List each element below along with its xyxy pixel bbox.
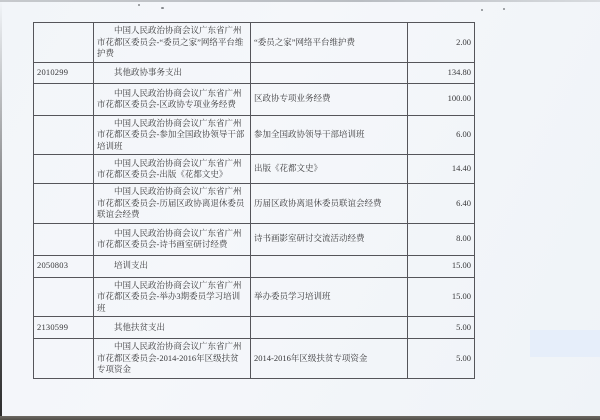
scan-speck xyxy=(481,9,483,11)
code-cell: 2010299 xyxy=(34,62,94,83)
item-cell: 出版《花都文史》 xyxy=(251,155,408,184)
table-row xyxy=(34,184,475,224)
scan-artifact-patch xyxy=(530,330,600,357)
amount-cell: 5.00 xyxy=(408,317,475,339)
item-cell xyxy=(251,255,408,277)
table-row xyxy=(34,339,475,379)
project-cell: 培训支出 xyxy=(94,255,251,277)
item-cell: 区政协专项业务经费 xyxy=(251,83,408,115)
code-cell: 2050803 xyxy=(34,255,94,277)
project-cell: 中国人民政治协商会议广东省广州市花都区委员会-诗书画室研讨经费 xyxy=(94,223,251,255)
amount-cell: 100.00 xyxy=(408,83,475,115)
project-cell: 中国人民政治协商会议广东省广州市花都区委员会-区政协专项业务经费 xyxy=(94,83,251,115)
amount-cell: 15.00 xyxy=(408,277,475,317)
item-cell: 诗书画影室研讨交流活动经费 xyxy=(251,223,408,255)
item-cell xyxy=(251,317,408,339)
code-cell xyxy=(34,23,94,63)
code-cell xyxy=(34,339,94,379)
project-cell: 中国人民政治协商会议广东省广州市花都区委员会-参加全国政协领导干部培训班 xyxy=(94,115,251,155)
code-cell xyxy=(34,155,94,184)
table-row xyxy=(34,83,475,115)
code-cell xyxy=(34,115,94,155)
project-cell: 中国人民政治协商会议广东省广州市花都区委员会-历届区政协离退休委员联谊会经费 xyxy=(94,184,251,224)
table-row xyxy=(34,62,475,83)
scan-edge-top xyxy=(0,0,600,2)
code-cell xyxy=(34,223,94,255)
project-cell: 中国人民政治协商会议广东省广州市花都区委员会-“委员之家”网络平台维护费 xyxy=(94,23,251,63)
table-row xyxy=(34,255,475,277)
item-cell: “委员之家”网络平台维护费 xyxy=(251,23,408,63)
project-cell: 其他扶贫支出 xyxy=(94,317,251,339)
code-cell xyxy=(34,277,94,317)
project-cell: 中国人民政治协商会议广东省广州市花都区委员会-出版《花都文史》 xyxy=(94,155,251,184)
table-row xyxy=(34,115,475,155)
code-cell xyxy=(34,83,94,115)
table-row xyxy=(34,277,475,317)
scan-edge-left xyxy=(0,0,2,420)
item-cell: 举办委员学习培训班 xyxy=(251,277,408,317)
budget-table xyxy=(33,22,475,379)
item-cell: 参加全国政协领导干部培训班 xyxy=(251,115,408,155)
amount-cell: 134.80 xyxy=(408,62,475,83)
scan-speck xyxy=(503,8,505,10)
scan-speck xyxy=(138,4,140,6)
scan-speck xyxy=(161,7,164,9)
amount-cell: 5.00 xyxy=(408,339,475,379)
table-row xyxy=(34,317,475,339)
amount-cell: 8.00 xyxy=(408,223,475,255)
item-cell xyxy=(251,62,408,83)
amount-cell: 15.00 xyxy=(408,255,475,277)
code-cell: 2130599 xyxy=(34,317,94,339)
amount-cell: 2.00 xyxy=(408,23,475,63)
project-cell: 中国人民政治协商会议广东省广州市花都区委员会-2014-2016年区级扶贫专项资金 xyxy=(94,339,251,379)
amount-cell: 6.40 xyxy=(408,184,475,224)
item-cell: 2014-2016年区级扶贫专项资金 xyxy=(251,339,408,379)
budget-table-body xyxy=(34,23,475,379)
table-row xyxy=(34,155,475,184)
table-row xyxy=(34,23,475,63)
project-cell: 中国人民政治协商会议广东省广州市花都区委员会-举办3期委员学习培训班 xyxy=(94,277,251,317)
project-cell: 其他政协事务支出 xyxy=(94,62,251,83)
item-cell: 历届区政协离退休委员联谊会经费 xyxy=(251,184,408,224)
scan-edge-bottom xyxy=(0,416,600,420)
amount-cell: 6.00 xyxy=(408,115,475,155)
table-row xyxy=(34,223,475,255)
amount-cell: 14.40 xyxy=(408,155,475,184)
code-cell xyxy=(34,184,94,224)
